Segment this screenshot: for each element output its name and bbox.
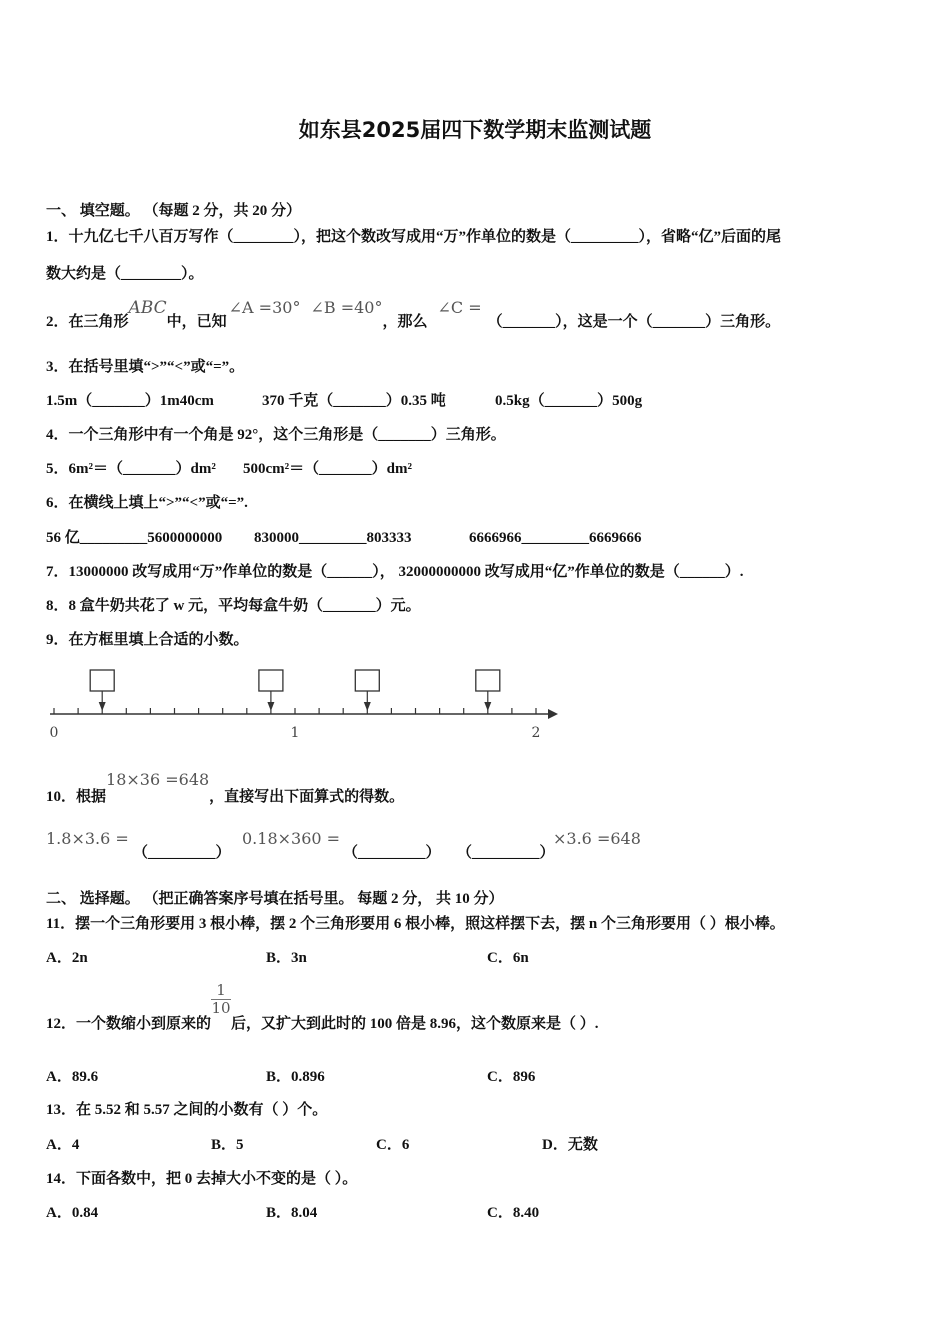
q10-part2: ，直接写出下面算式的得数。 [209,789,405,805]
q11-option-b: B．3n [266,950,307,966]
q2-angle-c: ∠C = [437,298,482,317]
number-line [40,662,570,744]
q1-line1: 1．十九亿七千八百万写作（________），把这个数改写成用“万”作单位的数是（_________），省略“亿”后面的尾 [46,229,782,245]
answer-box[interactable] [259,670,283,691]
section1-header: 一、 填空题。 （每题 2 分，共 20 分） [46,203,302,219]
q12-part2: 后，又扩大到此时的 100 倍是 8.96，这个数原来是（ ）. [231,1015,599,1032]
q2-part3: ，那么 [382,314,428,330]
q2-angle-a: ∠A =30° [228,298,301,317]
q4-text: 4．一个三角形中有一个角是 92°，这个三角形是（_______）三角形。 [46,427,506,443]
q10-part1: 10．根据 [46,789,107,805]
pointer-arrow [267,702,274,711]
q2-part2: 中，已知 [166,314,227,330]
q13-option-b: B．5 [211,1137,244,1153]
q12-option-a: A．89.6 [46,1069,99,1085]
q6-text: 6．在横线上填上“>”“<”或“=”. [46,495,248,511]
q3-text: 3．在括号里填“>”“<”或“=”。 [46,359,245,375]
q13-option-c: C．6 [376,1137,410,1153]
answer-box[interactable] [90,670,114,691]
q11-option-c: C．6n [487,950,529,966]
page-title: 如东县2025届四下数学期末监测试题 [298,118,652,142]
q10-expression-3: ×3.6 =648 [553,829,641,848]
q10-expression-2: 0.18×360 = [242,829,341,848]
pointer-arrow [99,702,106,711]
q9-text: 9．在方框里填上合适的小数。 [46,632,249,648]
q13-option-d: D．无数 [542,1137,598,1153]
q5-a: 5．6m²＝（_______）dm² [46,461,216,477]
number-line-label: 1 [290,725,300,741]
q7-text: 7．13000000 改写成用“万”作单位的数是（______）， 32000000000 改写成用“亿”作单位的数是（______）. [46,564,744,580]
q6-item: 6666966_________6669666 [469,530,642,546]
q2-triangle-name: ABC [128,298,167,318]
q14-option-b: B．8.04 [266,1205,318,1221]
q12-fraction [211,982,231,1017]
fraction-numerator: 1 [216,981,226,999]
q14-option-c: C．8.40 [487,1205,540,1221]
q10-given-expression: 18×36 =648 [106,770,210,789]
q2 [46,298,781,330]
q12-option-c: C．896 [487,1069,536,1085]
q2-angle-b: ∠B =40° [310,298,383,317]
number-line-arrowhead [548,709,558,719]
answer-box[interactable] [476,670,500,691]
q12 [46,981,599,1032]
q10-intro [46,770,405,805]
q14-option-a: A．0.84 [46,1205,99,1221]
q1-line2: 数大约是（________）。 [46,266,204,282]
q10-blank-3: （_________） [457,845,555,861]
q12-part1: 12．一个数缩小到原来的 [46,1015,212,1032]
q6-item: 56 亿_________5600000000 [46,530,223,546]
q3-item: 1.5m（_______）1m40cm [46,393,214,409]
q8-text: 8．8 盒牛奶共花了 w 元，平均每盒牛奶（_______）元。 [46,598,421,614]
q11-text: 11．摆一个三角形要用 3 根小棒，摆 2 个三角形要用 6 根小棒，照这样摆下去，摆 n 个三角形要用（ ）根小棒。 [46,916,785,932]
pointer-arrow [364,702,371,711]
q10-blank-1: （_________） [133,845,231,861]
pointer-arrow [484,702,491,711]
q2-part1: 2．在三角形 [46,314,129,330]
q10-blank-2: （_________） [343,845,441,861]
q3-item: 370 千克（_______）0.35 吨 [262,393,446,409]
number-line-label: 0 [49,725,59,741]
number-line-label: 2 [531,725,541,741]
q3-item: 0.5kg（_______）500g [495,393,643,409]
q12-option-b: B．0.896 [266,1069,325,1085]
fraction-denominator: 10 [211,999,231,1017]
q14-text: 14．下面各数中，把 0 去掉大小不变的是（ ）。 [46,1171,358,1187]
q10-expression-1: 1.8×3.6 = [46,829,129,848]
q13-text: 13．在 5.52 和 5.57 之间的小数有（ ）个。 [46,1102,328,1118]
q13-option-a: A．4 [46,1137,80,1153]
q5-b: 500cm²＝（_______）dm² [243,461,412,477]
q11-option-a: A．2n [46,950,88,966]
q2-part4: （_______），这是一个（_______）三角形。 [487,314,781,330]
section2-header: 二、 选择题。 （把正确答案序号填在括号里。 每题 2 分， 共 10 分） [46,891,504,907]
answer-box[interactable] [355,670,379,691]
q6-item: 830000_________803333 [254,530,412,546]
